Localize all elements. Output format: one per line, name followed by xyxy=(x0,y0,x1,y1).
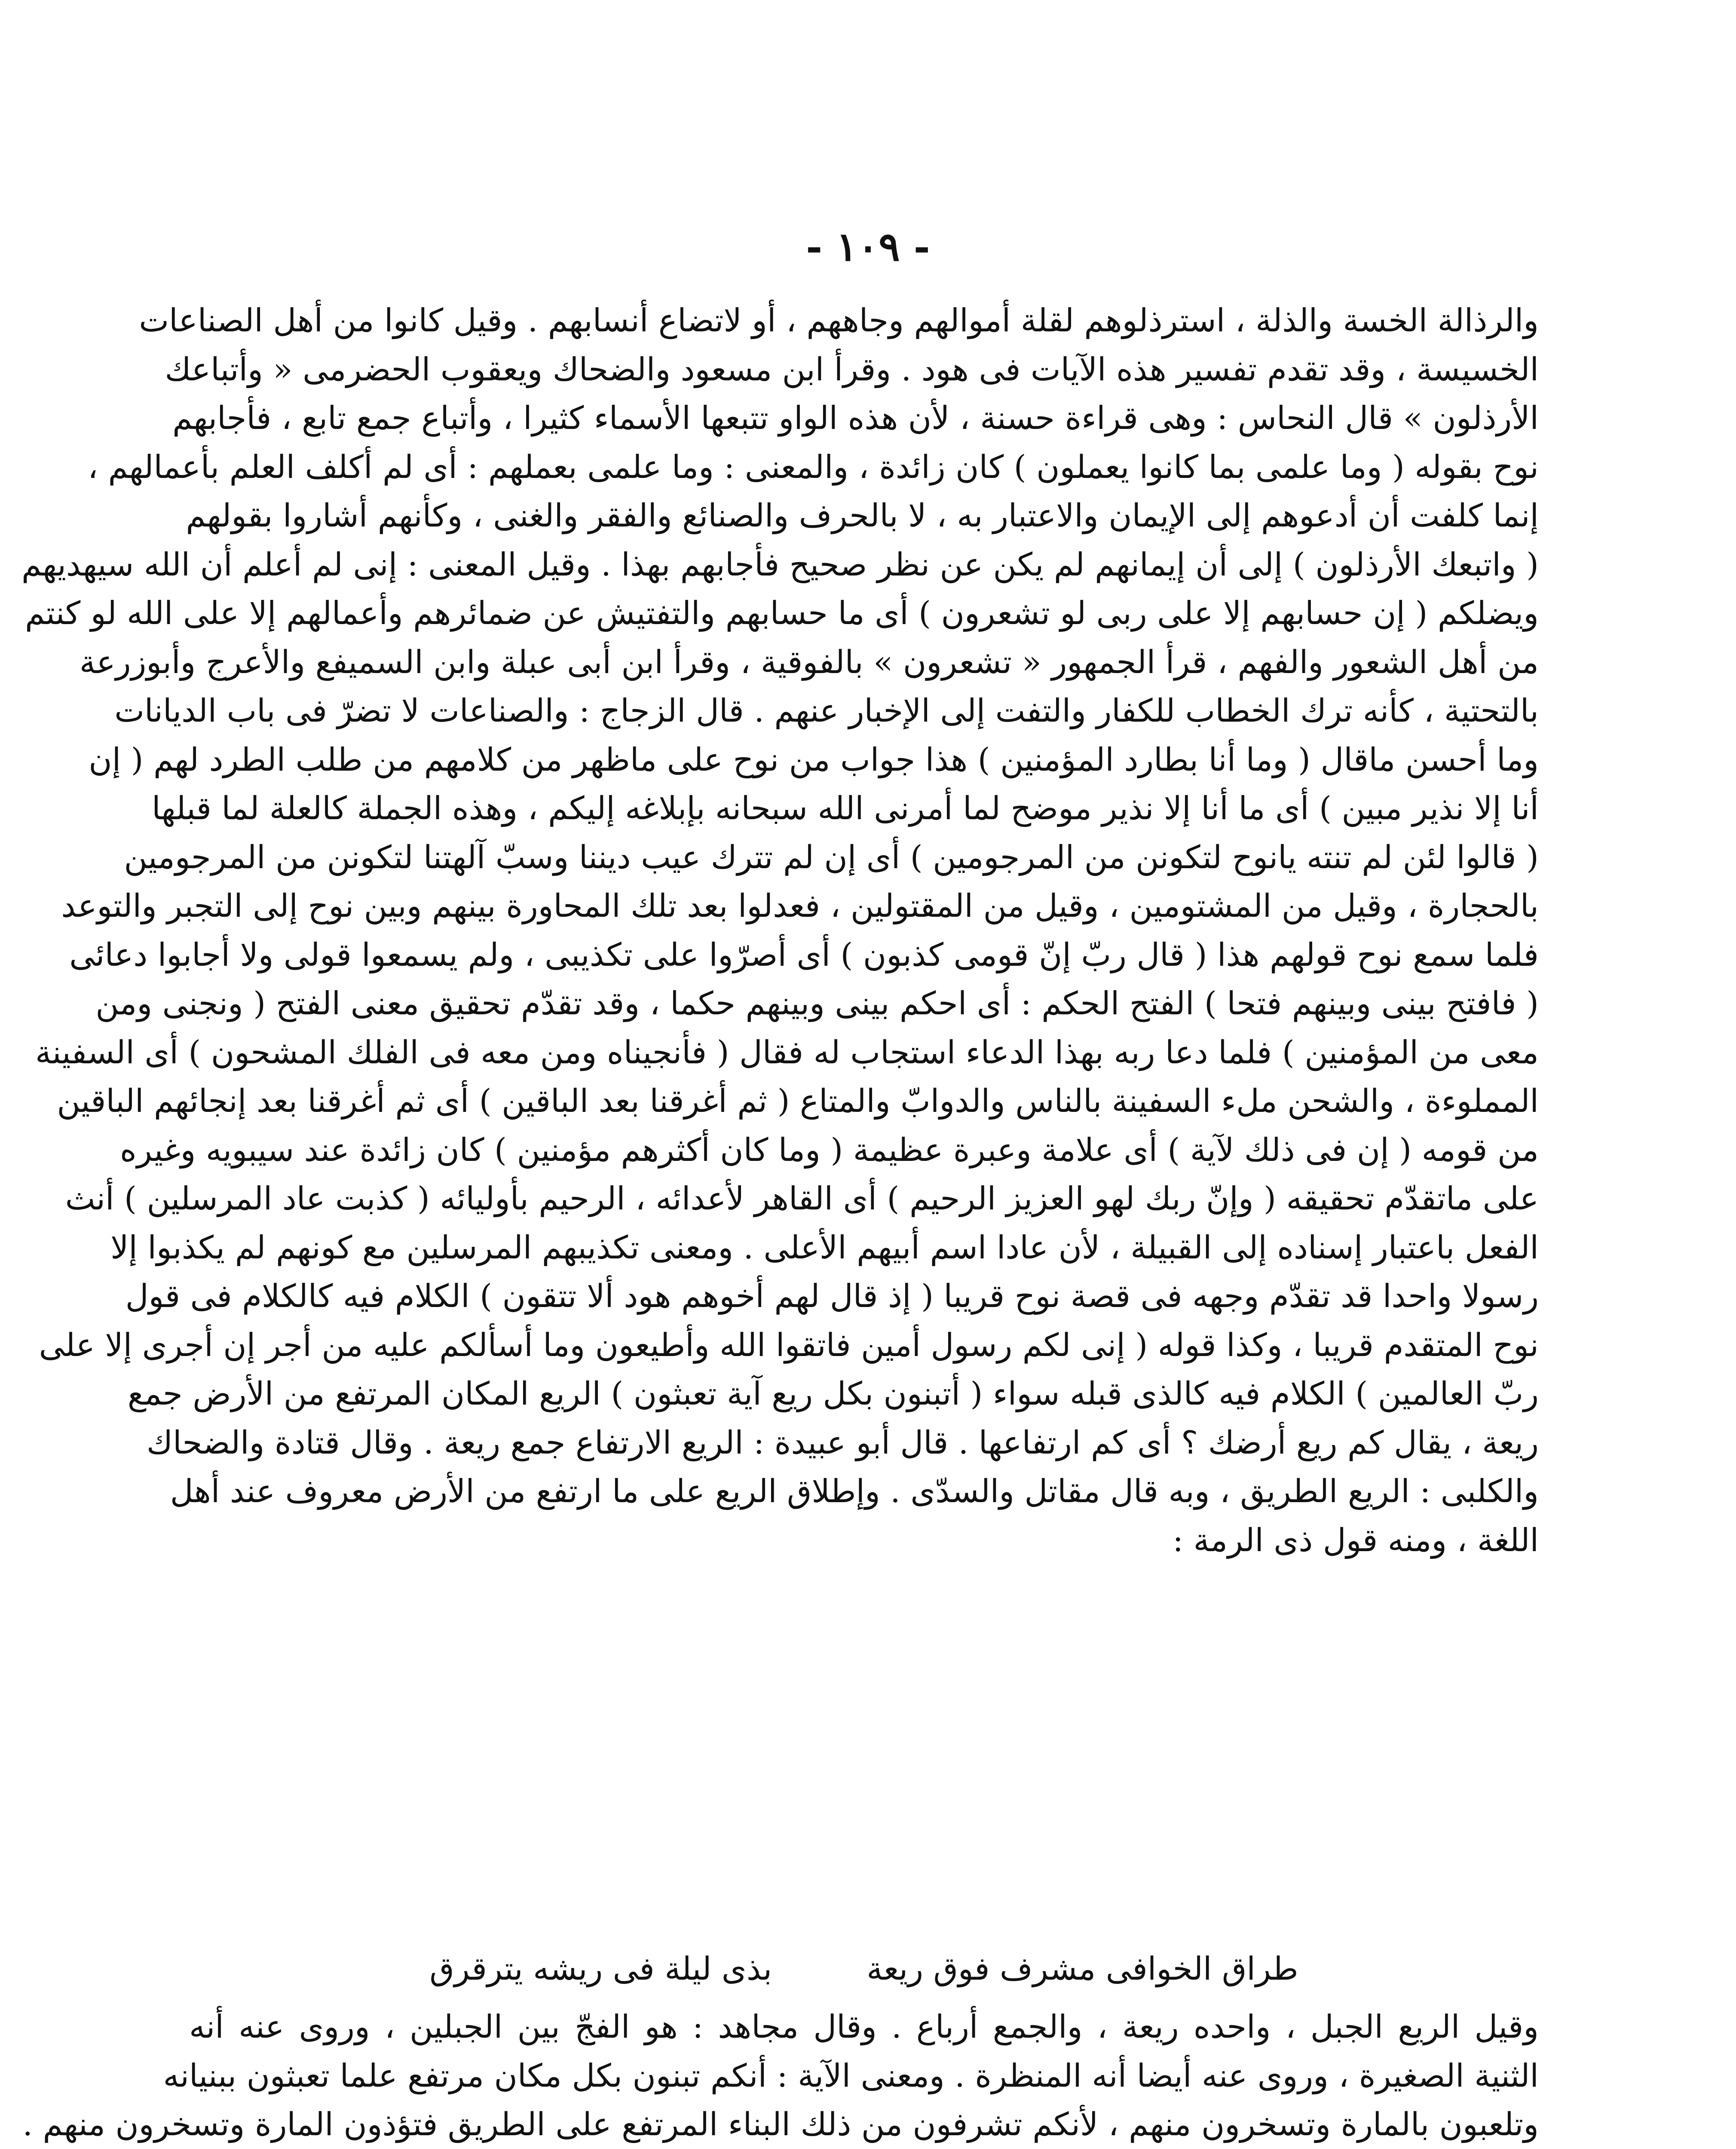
text-line: وقيل الريع الجبل ، واحده ريعة ، والجمع أرباع . وقال مجاهد : هو الفجّ بين الجبلين ، وروى عنه أنه xyxy=(189,2008,1539,2045)
text-line: ويضلكم ( إن حسابهم إلا على ربى لو تشعرون ) أى ما حسابهم والتفتيش عن ضمائرهم وأعمالهم إلا على الله لو كنتم xyxy=(25,595,1539,632)
verse-first-hemistich: طراق الخوافى مشرف فوق ريعة xyxy=(866,1950,1298,1987)
text-line: ربّ العالمين ) الكلام فيه كالذى قبله سواء ( أتبنون بكل ريع آية تعبثون ) الريع المكان المرتفع من الأرض جمع xyxy=(127,1375,1539,1412)
text-line: نوح المتقدم قريبا ، وكذا قوله ( إنى لكم رسول أمين فاتقوا الله وأطيعون وما أسألكم عليه من أجر إن أجرى إلا على xyxy=(39,1326,1539,1364)
text-line: من قومه ( إن فى ذلك لآية ) أى علامة وعبرة عظيمة ( وما كان أكثرهم مؤمنين ) كان زائدة عند سيبويه وغيره xyxy=(120,1131,1539,1169)
text-line: الأرذلون » قال النحاس : وهى قراءة حسنة ، لأن هذه الواو تتبعها الأسماء كثيرا ، وأتباع جمع تابع ، فأجابهم xyxy=(172,400,1539,437)
text-line: نوح بقوله ( وما علمى بما كانوا يعملون ) كان زائدة ، والمعنى : وما علمى بعملهم : أى لم أكلف العلم بأعمالهم ، xyxy=(88,448,1539,486)
text-line: معى من المؤمنين ) فلما دعا ربه بهذا الدعاء استجاب له فقال ( فأنجيناه ومن معه فى الفلك المشحون ) أى السفينة xyxy=(35,1034,1539,1071)
text-line: رسولا واحدا قد تقدّم وجهه فى قصة نوح قريبا ( إذ قال لهم أخوهم هود ألا تتقون ) الكلام فيه كالكلام فى قول xyxy=(125,1278,1539,1315)
page-number: - ١٠٩ - xyxy=(806,223,930,270)
text-line: بالتحتية ، كأنه ترك الخطاب للكفار والتفت إلى الإخبار عنهم . قال الزجاج : والصناعات لا تضرّ فى باب الديانات xyxy=(114,692,1539,729)
text-line: ( فافتح بينى وبينهم فتحا ) الفتح الحكم : أى احكم بينى وبينهم حكما ، وقد تقدّم تحقيق معنى الفتح ( ونجنى ومن xyxy=(95,985,1539,1022)
text-line: والرذالة الخسة والذلة ، استرذلوهم لقلة أموالهم وجاههم ، أو لاتضاع أنسابهم . وقيل كانوا من أهل الصناعات xyxy=(139,302,1539,339)
text-line: الفعل باعتبار إسناده إلى القبيلة ، لأن عادا اسم أبيهم الأعلى . ومعنى تكذيبهم المرسلين مع كونهم لم يكذبوا إلا xyxy=(110,1229,1539,1266)
text-line: المملوءة ، والشحن ملء السفينة بالناس والدوابّ والمتاع ( ثم أغرقنا بعد الباقين ) أى ثم أغرقنا بعد إنجائهم الباقين xyxy=(57,1083,1539,1120)
text-line: ( قالوا لئن لم تنته يانوح لتكونن من المرجومين ) أى إن لم تترك عيب ديننا وسبّ آلهتنا لتكونن من المرجومين xyxy=(124,839,1539,876)
text-line: الخسيسة ، وقد تقدم تفسير هذه الآيات فى هود . وقرأ ابن مسعود والضحاك ويعقوب الحضرمى « وأتباعك xyxy=(165,351,1539,388)
text-line: والكلبى : الريع الطريق ، وبه قال مقاتل والسدّى . وإطلاق الريع على ما ارتفع من الأرض معروف عند أهل xyxy=(170,1473,1539,1510)
text-line: وتلعبون بالمارة وتسخرون منهم ، لأنكم تشرفون من ذلك البناء المرتفع على الطريق فتؤذون المارة وتسخرون منهم . xyxy=(22,2106,1539,2143)
text-line: بالحجارة ، وقيل من المشتومين ، وقيل من المقتولين ، فعدلوا بعد تلك المحاورة بينهم وبين نوح إلى التجبر والتوعد xyxy=(61,888,1539,924)
poetry-verse xyxy=(189,1945,1539,1994)
text-line: اللغة ، ومنه قول ذى الرمة : xyxy=(1173,1521,1539,1559)
main-paragraph xyxy=(21,297,1539,1565)
text-line: أنا إلا نذير مبين ) أى ما أنا إلا نذير موضح لما أمرنى الله سبحانه بإبلاغه إليكم ، وهذه الجملة كالعلة لما قبلها xyxy=(152,790,1539,827)
verse-second-hemistich: بذى ليلة فى ريشه يترقرق xyxy=(429,1950,772,1987)
text-line: من أهل الشعور والفهم ، قرأ الجمهور « تشعرون » بالفوقية ، وقرأ ابن أبى عبلة وابن السميفع والأعرج وأبوزرعة xyxy=(79,643,1539,681)
text-line: على ماتقدّم تحقيقه ( وإنّ ربك لهو العزيز الرحيم ) أى القاهر لأعدائه ، الرحيم بأوليائه ( كذبت عاد المرسلين ) أنث xyxy=(65,1180,1539,1217)
second-paragraph xyxy=(22,2003,1539,2149)
text-line: إنما كلفت أن أدعوهم إلى الإيمان والاعتبار به ، لا بالحرف والصنائع والفقر والغنى ، وكأنهم أشاروا بقولهم xyxy=(186,497,1539,534)
text-line: وما أحسن ماقال ( وما أنا بطارد المؤمنين ) هذا جواب من نوح على ماظهر من كلامهم من طلب الطرد لهم ( إن xyxy=(89,741,1539,778)
text-line: الثنية الصغيرة ، وروى عنه أيضا أنه المنظرة . ومعنى الآية : أنكم تبنون بكل مكان مرتفع علما تعبثون ببنيانه xyxy=(163,2057,1539,2094)
text-line: ريعة ، يقال كم ريع أرضك ؟ أى كم ارتفاعها . قال أبو عبيدة : الريع الارتفاع جمع ريعة . وقال قتادة والضحاك xyxy=(147,1424,1539,1461)
text-line: ( واتبعك الأرذلون ) إلى أن إيمانهم لم يكن عن نظر صحيح فأجابهم بهذا . وقيل المعنى : إنى لم أعلم أن الله سيهديهم xyxy=(21,546,1539,583)
text-line: فلما سمع نوح قولهم هذا ( قال ربّ إنّ قومى كذبون ) أى أصرّوا على تكذيبى ، ولم يسمعوا قولى ولا أجابوا دعائى xyxy=(69,936,1539,973)
